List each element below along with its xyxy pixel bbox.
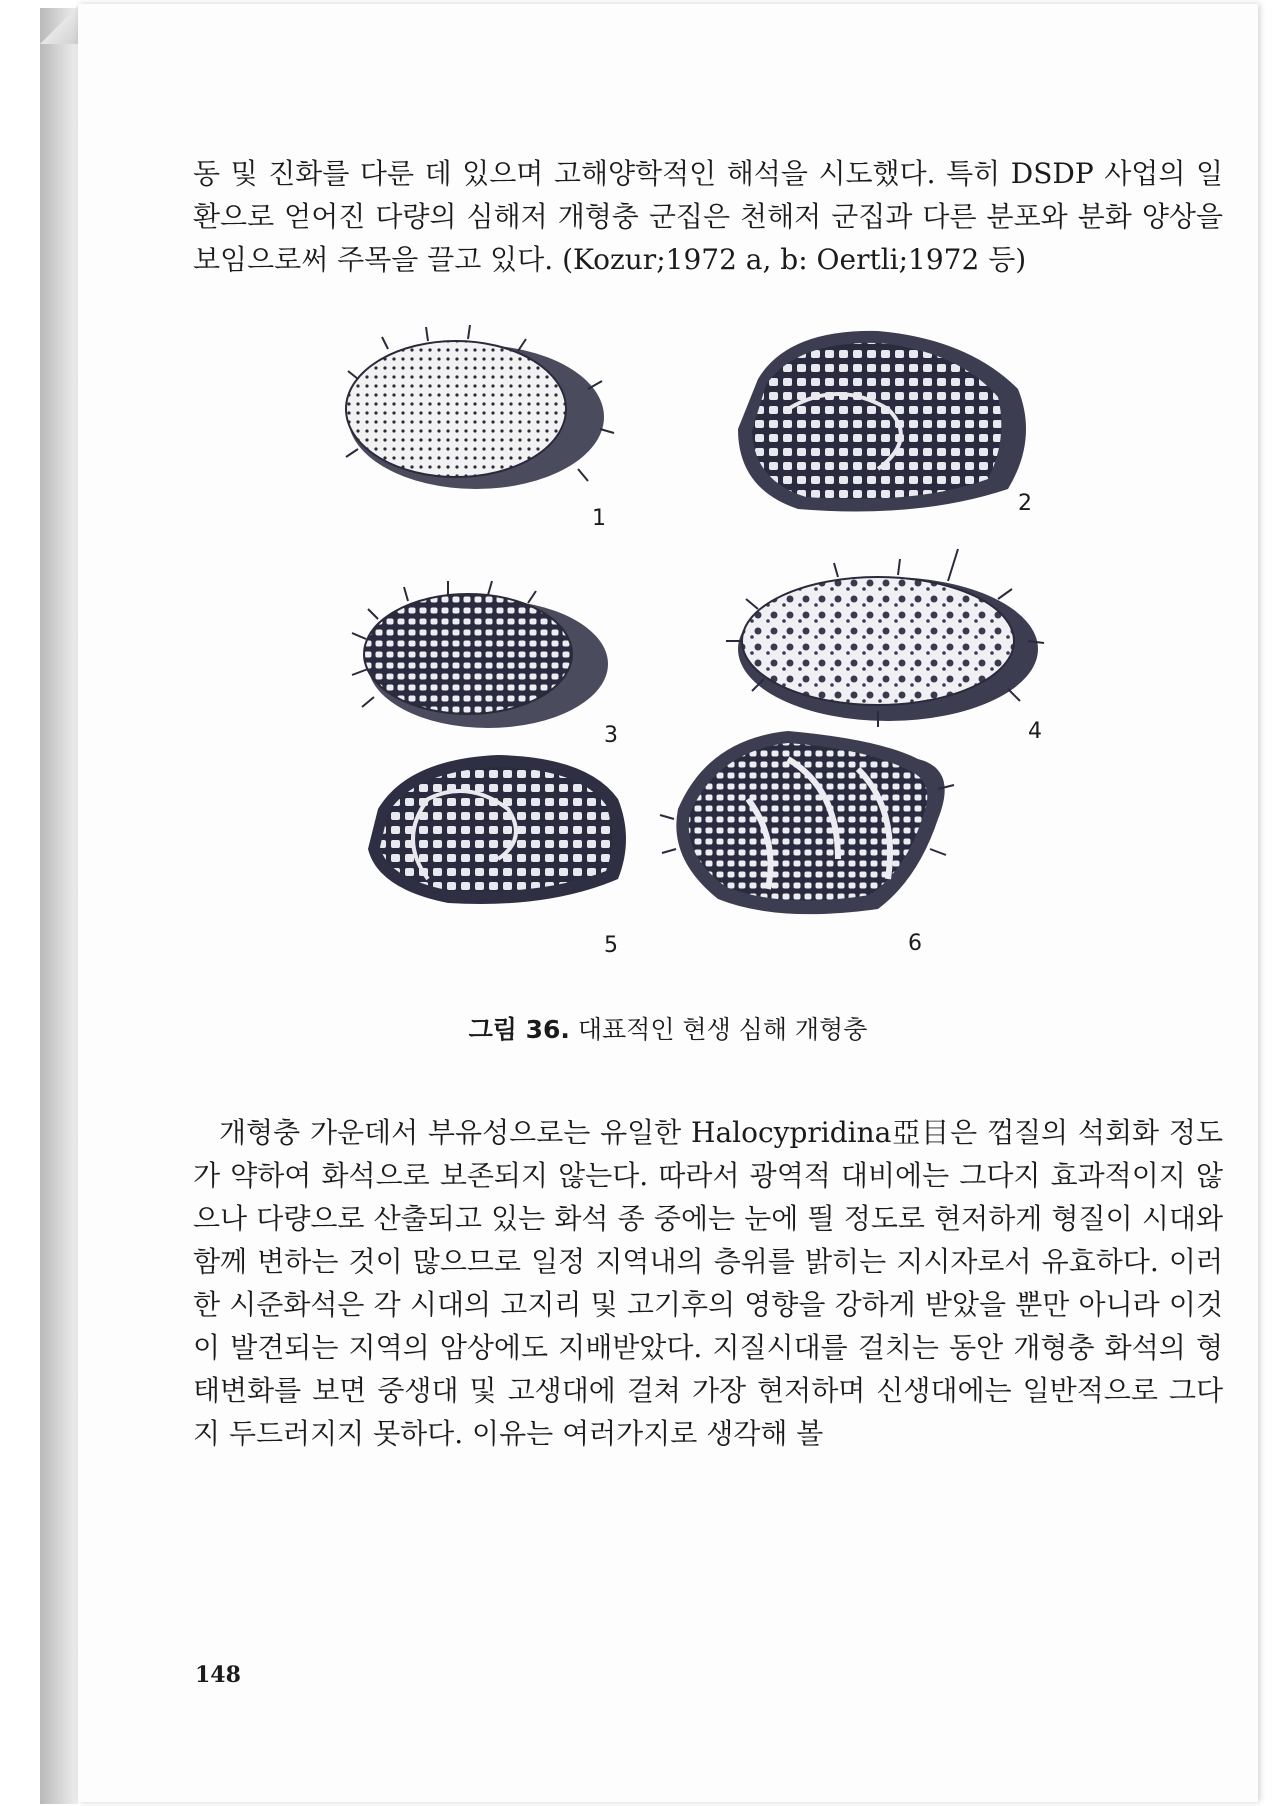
specimen-2 <box>738 331 1026 512</box>
specimen-1 <box>346 325 614 489</box>
figure-caption-label: 그림 36. <box>468 1015 570 1044</box>
specimen-number-5: 5 <box>604 933 618 958</box>
book-page <box>78 4 1258 1802</box>
specimen-3 <box>352 581 608 728</box>
specimen-number-6: 6 <box>908 931 922 956</box>
specimen-5 <box>368 755 626 904</box>
specimen-number-4: 4 <box>1028 719 1042 744</box>
paragraph-halocypridina: 개형충 가운데서 부유성으로는 유일한 Halocypridina亞目은 껍질의 석회화 정도가 약하여 화석으로 보존되지 않는다. 따라서 광역적 대비에는 그다지 효과적이지 않으나 다량으로 산출되고 있는 화석 종 중에는 눈에 띌 정도로 현저하게 형질이 시대와 함께 변하는 것이 많으므로 일정 지역내의 층위를 밝히는 지시자로서 유효하다. 이러한 시준화석은 각 시대의 고지리 및 고기후의 영향을 강하게 받았을 뿐만 아니라 이것이 발견되는 지역의 암상에도 지배받았다. 지질시대를 걸치는 동안 개형충 화석의 형태변화를 보면 중생대 및 고생대에 걸쳐 가장 현저하며 신생대에는 일반적으로 그다지 두드러지지 못하다. 이유는 여러가지로 생각해 볼 <box>193 1116 1223 1450</box>
specimen-number-2: 2 <box>1018 491 1032 516</box>
figure-caption-text: 대표적인 현생 심해 개형충 <box>569 1015 868 1044</box>
specimen-4 <box>726 549 1044 727</box>
specimen-6 <box>660 731 954 914</box>
book-spine <box>40 8 78 1804</box>
paragraph-intro: 동 및 진화를 다룬 데 있으며 고해양학적인 해석을 시도했다. 특히 DSDP 사업의 일환으로 얻어진 다량의 심해저 개형충 군집은 천해저 군집과 다른 분포와 분화 양상을 보임으로써 주목을 끌고 있다. (Kozur;1972 a, b: Oertli;1972 등) <box>193 157 1223 276</box>
specimen-number-3: 3 <box>604 723 618 748</box>
figure-caption <box>78 1010 1258 1046</box>
page-number: 148 <box>195 1662 241 1688</box>
ostracod-figure <box>318 319 1098 1009</box>
specimen-number-1: 1 <box>592 506 606 531</box>
ostracod-illustrations <box>318 319 1098 1009</box>
